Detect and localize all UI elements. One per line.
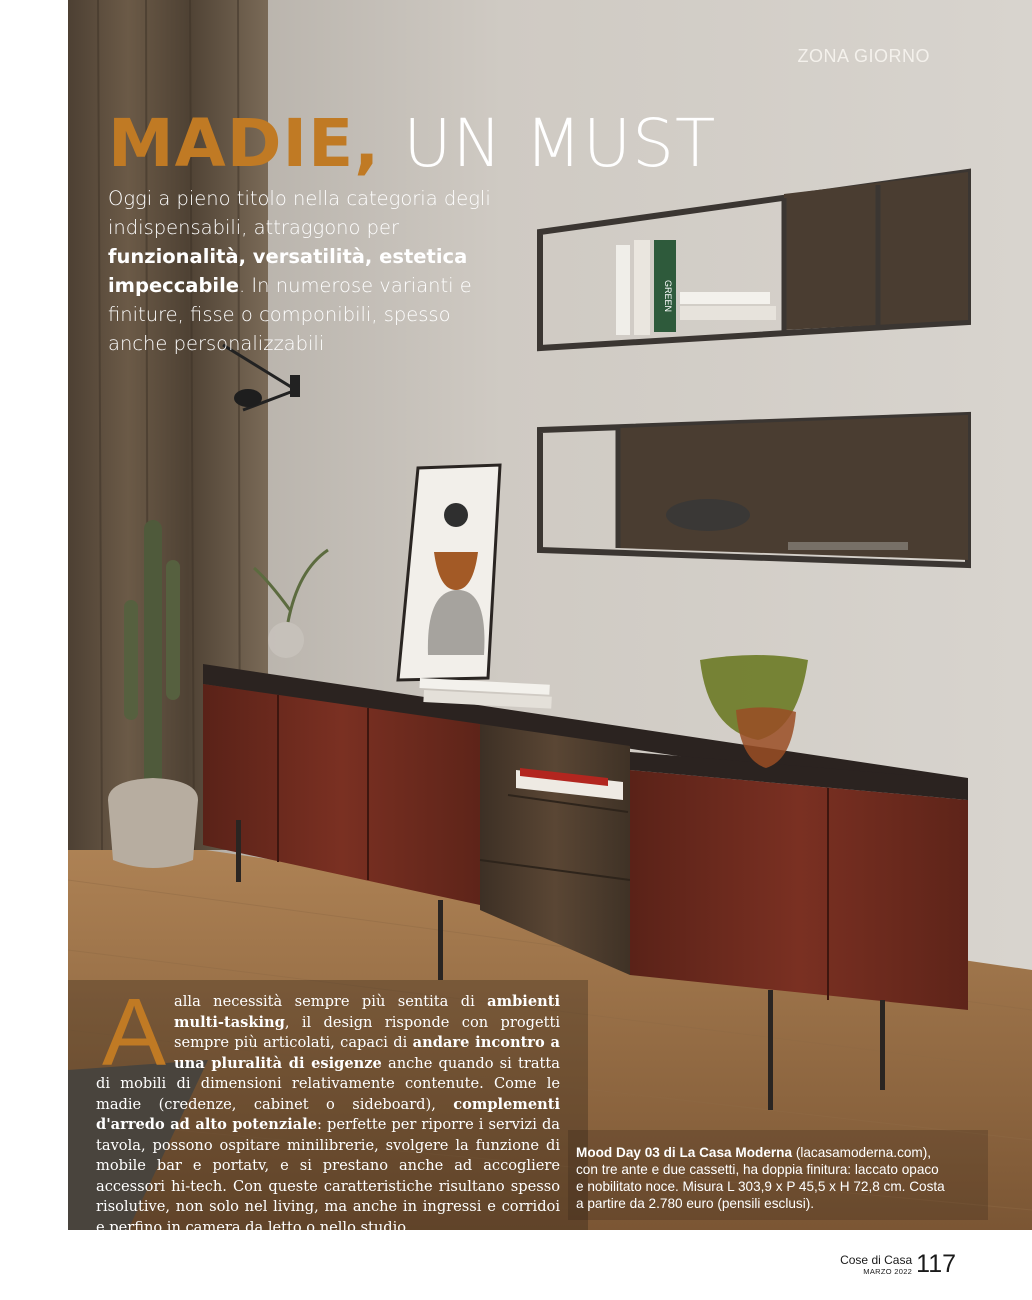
book-spine: GREEN xyxy=(663,280,673,313)
issue-date: MARZO 2022 xyxy=(863,1267,913,1276)
page-title xyxy=(108,104,716,184)
article-text-4: : perfette per riporre i servizi da tavola, possono ospitare minilibrerie, svolgere la funzione di mobile bar e portatv, e si prestano anche ad accogliere accessori hi-tech. Con queste caratteristiche risultano spesso risolutive, non solo nel living, ma anche in ingressi e corridoi e perfino in camera da letto o nello studio. xyxy=(96,1116,560,1236)
article-bold-2: andare incontro a una pluralità di esigenze xyxy=(174,1034,560,1072)
title-rest: UN MUST xyxy=(403,105,717,182)
section-label: ZONA GIORNO xyxy=(797,46,930,66)
page-footer xyxy=(840,1252,956,1276)
photo-caption xyxy=(576,1144,946,1212)
magazine-name: Cose di Casa xyxy=(840,1253,913,1267)
page-number: 117 xyxy=(916,1250,956,1278)
caption-text: (lacasamoderna.com), con tre ante e due cassetti, ha doppia finitura: laccato opaco e nobilitato noce. Misura L 303,9 x P 45,5 x H 72,8 cm. Costa a partire da 2.780 euro (pensili esclusi). xyxy=(576,1145,945,1211)
article-text-1: alla necessità sempre più sentita di xyxy=(174,993,488,1010)
intro-part-2: . In numerose varianti e finiture, fisse o componibili, spesso anche personalizzabili xyxy=(108,274,472,355)
article-text-3: anche quando si tratta di mobili di dimensioni relativamente contenute. Come le madie (credenze, cabinet o sideboard), xyxy=(96,1054,560,1113)
article-bold-3: complementi d'arredo ad alto potenziale xyxy=(96,1095,560,1133)
intro-text xyxy=(108,184,508,358)
article-bold-1: ambienti multi-tasking xyxy=(174,993,560,1031)
magazine-info xyxy=(840,1254,912,1276)
title-accent: MADIE, xyxy=(108,105,381,182)
intro-part-1: Oggi a pieno titolo nella categoria degli indispensabili, attraggono per xyxy=(108,187,491,239)
article-text-2: , il design risponde con progetti sempre più articolati, capaci di xyxy=(174,1013,560,1051)
intro-bold: funzionalità, versatilità, estetica impeccabile xyxy=(108,245,468,297)
article-body xyxy=(96,979,560,1238)
caption-product: Mood Day 03 di La Casa Moderna xyxy=(576,1145,793,1160)
drop-cap: A xyxy=(102,979,167,1086)
